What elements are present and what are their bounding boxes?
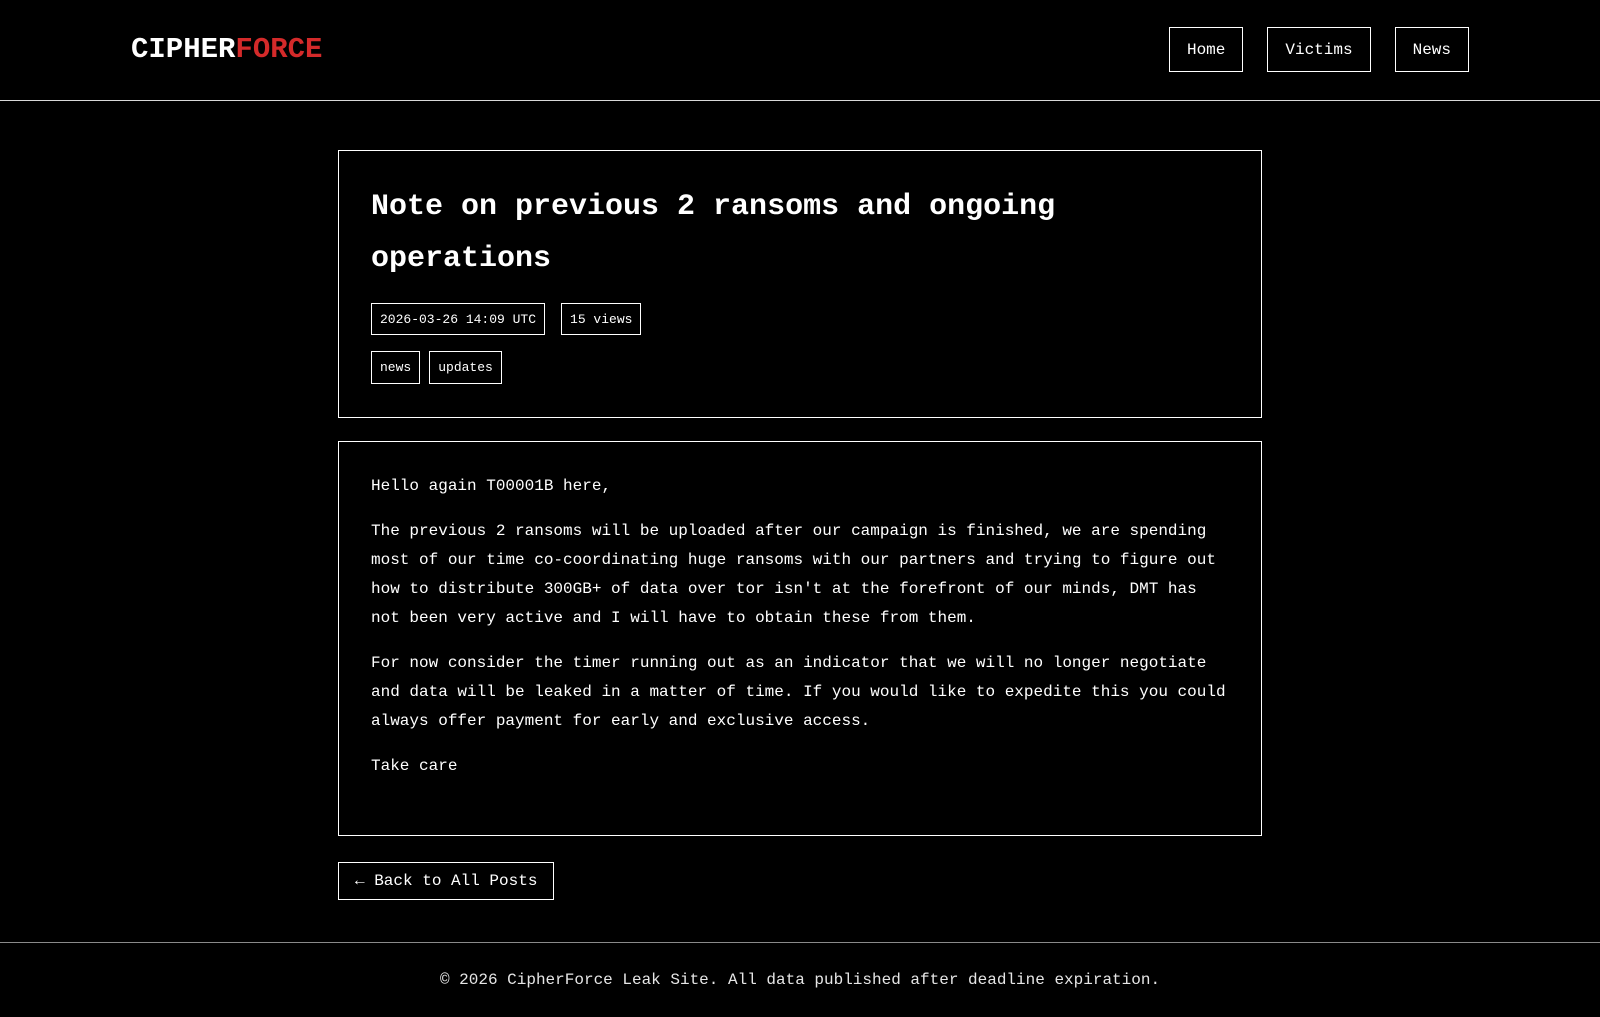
logo-text-primary: CIPHER (131, 33, 236, 66)
post-paragraph: Hello again T00001B here, (371, 477, 612, 495)
post-paragraph: Take care (371, 757, 458, 775)
site-logo[interactable] (131, 33, 322, 67)
logo-text-accent: FORCE (235, 33, 323, 66)
nav-news-button[interactable]: News (1395, 27, 1469, 72)
post-meta (371, 303, 1229, 335)
footer-copyright: © 2026 CipherForce Leak Site. All data published after deadline expiration. (439, 971, 1161, 989)
tag-news[interactable]: news (371, 351, 420, 384)
post-body-card (338, 441, 1262, 836)
post-views-badge: 15 views (561, 303, 641, 335)
main-nav (1169, 27, 1469, 72)
site-header (0, 0, 1600, 101)
site-footer (0, 942, 1600, 1017)
post-paragraph: For now consider the timer running out as an indicator that we will no longer negotiate and data will be leaked in a matter of time. If you would like to expedite this you could always offer payment for early and exclusive access. (371, 654, 1226, 730)
back-to-all-posts-button[interactable]: ← Back to All Posts (338, 862, 554, 900)
tag-updates[interactable]: updates (429, 351, 502, 384)
post-timestamp-badge: 2026-03-26 14:09 UTC (371, 303, 545, 335)
post-tags (371, 351, 1229, 384)
nav-home-button[interactable]: Home (1169, 27, 1243, 72)
post-title: Note on previous 2 ransoms and ongoing operations (371, 190, 1056, 276)
post-paragraph: The previous 2 ransoms will be uploaded after our campaign is finished, we are spending most of our time co-coordinating huge ransoms with our partners and trying to figure out how to distribute 300GB+ of data over tor isn't at the forefront of our minds, DMT has not been very active and I will have to obtain these from them. (371, 522, 1216, 627)
post-header-card (338, 150, 1262, 418)
nav-victims-button[interactable]: Victims (1267, 27, 1370, 72)
